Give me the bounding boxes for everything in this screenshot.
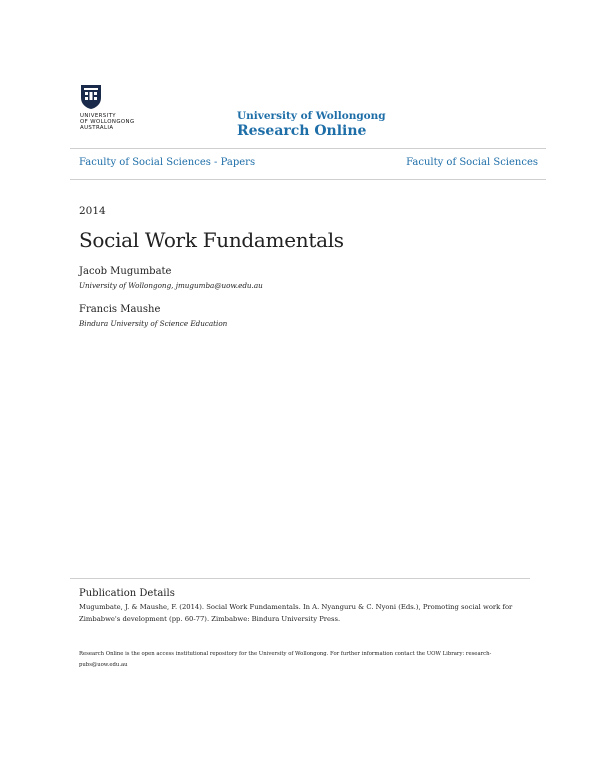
logo-line-1: UNIVERSITY: [80, 113, 117, 119]
publication-details-heading: Publication Details: [79, 588, 175, 599]
author-affiliation: University of Wollongong, jmugumba@uow.edu.au: [79, 281, 263, 290]
details-divider: [70, 578, 530, 579]
top-divider: [70, 148, 546, 149]
publication-year: 2014: [79, 205, 106, 217]
paper-title: Social Work Fundamentals: [79, 228, 344, 252]
repository-university[interactable]: University of Wollongong: [237, 110, 386, 122]
publication-details-text: Mugumbate, J. & Maushe, F. (2014). Social Work Fundamentals. In A. Nyanguru & C. Nyoni (Eds.), Promoting social work for Zimbabwe's development (pp. 60-77). Zimbabwe: Bindura University Press.: [79, 603, 513, 623]
logo-line-3: AUSTRALIA: [80, 125, 114, 131]
author-name: Francis Maushe: [79, 304, 161, 315]
author-name: Jacob Mugumbate: [79, 266, 172, 277]
nav-divider: [70, 179, 546, 180]
logo-line-2: OF WOLLONGONG: [80, 119, 135, 125]
author-affiliation: Bindura University of Science Education: [79, 319, 228, 328]
uow-logo: [80, 84, 150, 140]
repository-name[interactable]: Research Online: [237, 123, 367, 139]
faculty-papers-link[interactable]: Faculty of Social Sciences - Papers: [79, 157, 256, 168]
repository-footer: Research Online is the open access institutional repository for the University of Wollongong. For further information contact the UOW Library: research-pubs@uow.edu.au: [79, 651, 492, 668]
crest-icon: [80, 84, 102, 110]
faculty-link[interactable]: Faculty of Social Sciences: [406, 157, 538, 168]
logo-wordmark: [80, 113, 150, 131]
